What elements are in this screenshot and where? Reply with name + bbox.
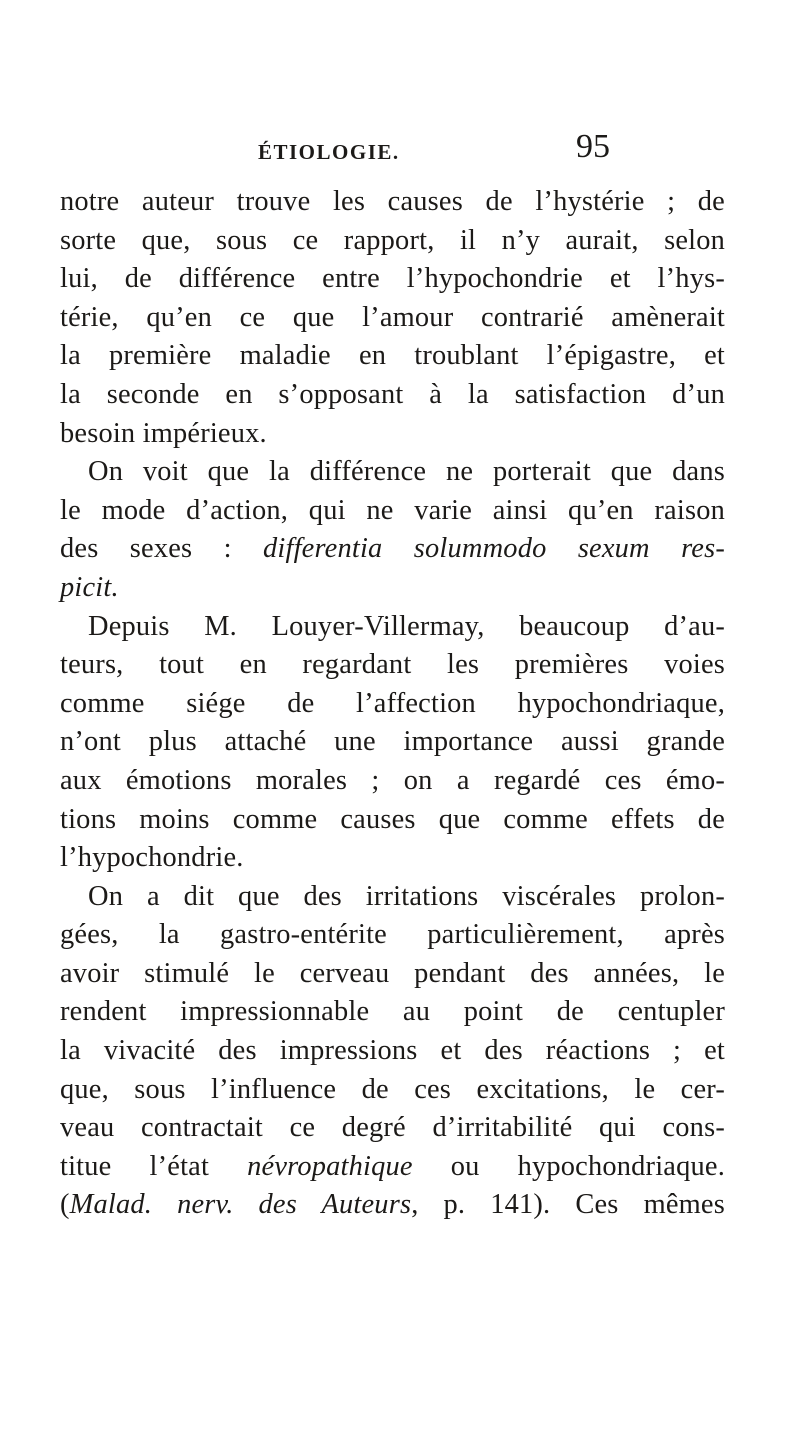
text-line bbox=[60, 916, 725, 955]
text-run: térie, qu’en ce que l’amour contrarié amènerait bbox=[60, 301, 725, 333]
text-run: aux émotions morales ; on a regardé ces émo- bbox=[60, 764, 725, 796]
text-run: rendent impressionnable au point de centupler bbox=[60, 996, 725, 1028]
text-line bbox=[60, 415, 725, 454]
text-line bbox=[60, 376, 725, 415]
italic-phrase: differentia solummodo sexum res- bbox=[263, 533, 725, 565]
text-line bbox=[60, 337, 725, 376]
text-line bbox=[60, 299, 725, 338]
text-line bbox=[60, 801, 725, 840]
text-line bbox=[60, 993, 725, 1032]
text-run: titue l’état bbox=[60, 1150, 248, 1182]
text-line bbox=[60, 723, 725, 762]
text-line bbox=[60, 762, 725, 801]
text-run: des sexes : bbox=[60, 533, 264, 565]
text-run: On voit que la différence ne porterait que dans bbox=[88, 456, 725, 488]
text-run: ( bbox=[60, 1189, 70, 1221]
text-run: , p. 141). Ces mêmes bbox=[411, 1189, 725, 1221]
text-run: teurs, tout en regardant les premières voies bbox=[60, 649, 725, 681]
text-run: veau contractait ce degré d’irritabilité qui cons- bbox=[60, 1112, 725, 1144]
text-run: gées, la gastro-entérite particulièrement, après bbox=[60, 919, 725, 951]
text-line bbox=[60, 1186, 725, 1225]
text-line bbox=[60, 839, 725, 878]
text-run: ou hypochondriaque. bbox=[412, 1150, 725, 1182]
running-title: ÉTIOLOGIE. bbox=[258, 140, 400, 164]
text-line bbox=[60, 492, 725, 531]
text-run: On a dit que des irritations viscérales prolon- bbox=[88, 880, 725, 912]
text-line bbox=[60, 453, 725, 492]
text-run: besoin impérieux. bbox=[60, 417, 267, 449]
text-run: sorte que, sous ce rapport, il n’y aurait, selon bbox=[60, 224, 725, 256]
text-line bbox=[60, 530, 725, 569]
page-header bbox=[0, 128, 800, 178]
text-line bbox=[60, 608, 725, 647]
text-run: avoir stimulé le cerveau pendant des années, le bbox=[60, 957, 725, 989]
text-run: la première maladie en troublant l’épigastre, et bbox=[60, 340, 725, 372]
text-run: n’ont plus attaché une importance aussi grande bbox=[60, 726, 725, 758]
text-line bbox=[60, 1032, 725, 1071]
text-run: la seconde en s’opposant à la satisfaction d’un bbox=[60, 378, 725, 410]
text-run: lui, de différence entre l’hypochondrie et l’hys- bbox=[60, 263, 725, 295]
page-number: 95 bbox=[576, 128, 610, 165]
text-line bbox=[60, 260, 725, 299]
italic-phrase: picit. bbox=[60, 571, 119, 603]
text-line bbox=[60, 878, 725, 917]
text-run: Depuis M. Louyer-Villermay, beaucoup d’au- bbox=[88, 610, 725, 642]
text-line bbox=[60, 222, 725, 261]
text-run: tions moins comme causes que comme effets de bbox=[60, 803, 725, 835]
italic-phrase: Malad. nerv. des Auteurs bbox=[69, 1189, 412, 1221]
text-run: le mode d’action, qui ne varie ainsi qu’en raison bbox=[60, 494, 725, 526]
text-line bbox=[60, 955, 725, 994]
body-text bbox=[60, 183, 725, 1225]
text-run: que, sous l’influence de ces excitations, le cer- bbox=[60, 1073, 725, 1105]
text-run: notre auteur trouve les causes de l’hystérie ; de bbox=[60, 186, 725, 217]
text-line bbox=[60, 646, 725, 685]
text-line bbox=[60, 1148, 725, 1187]
text-run: la vivacité des impressions et des réactions ; et bbox=[60, 1035, 725, 1067]
text-run: l’hypochondrie. bbox=[60, 842, 244, 874]
text-line bbox=[60, 183, 725, 222]
text-line bbox=[60, 685, 725, 724]
text-line bbox=[60, 569, 725, 608]
italic-phrase: névropathique bbox=[247, 1150, 413, 1182]
text-line bbox=[60, 1071, 725, 1110]
text-line bbox=[60, 1109, 725, 1148]
text-run: comme siége de l’affection hypochondriaque, bbox=[60, 687, 725, 719]
